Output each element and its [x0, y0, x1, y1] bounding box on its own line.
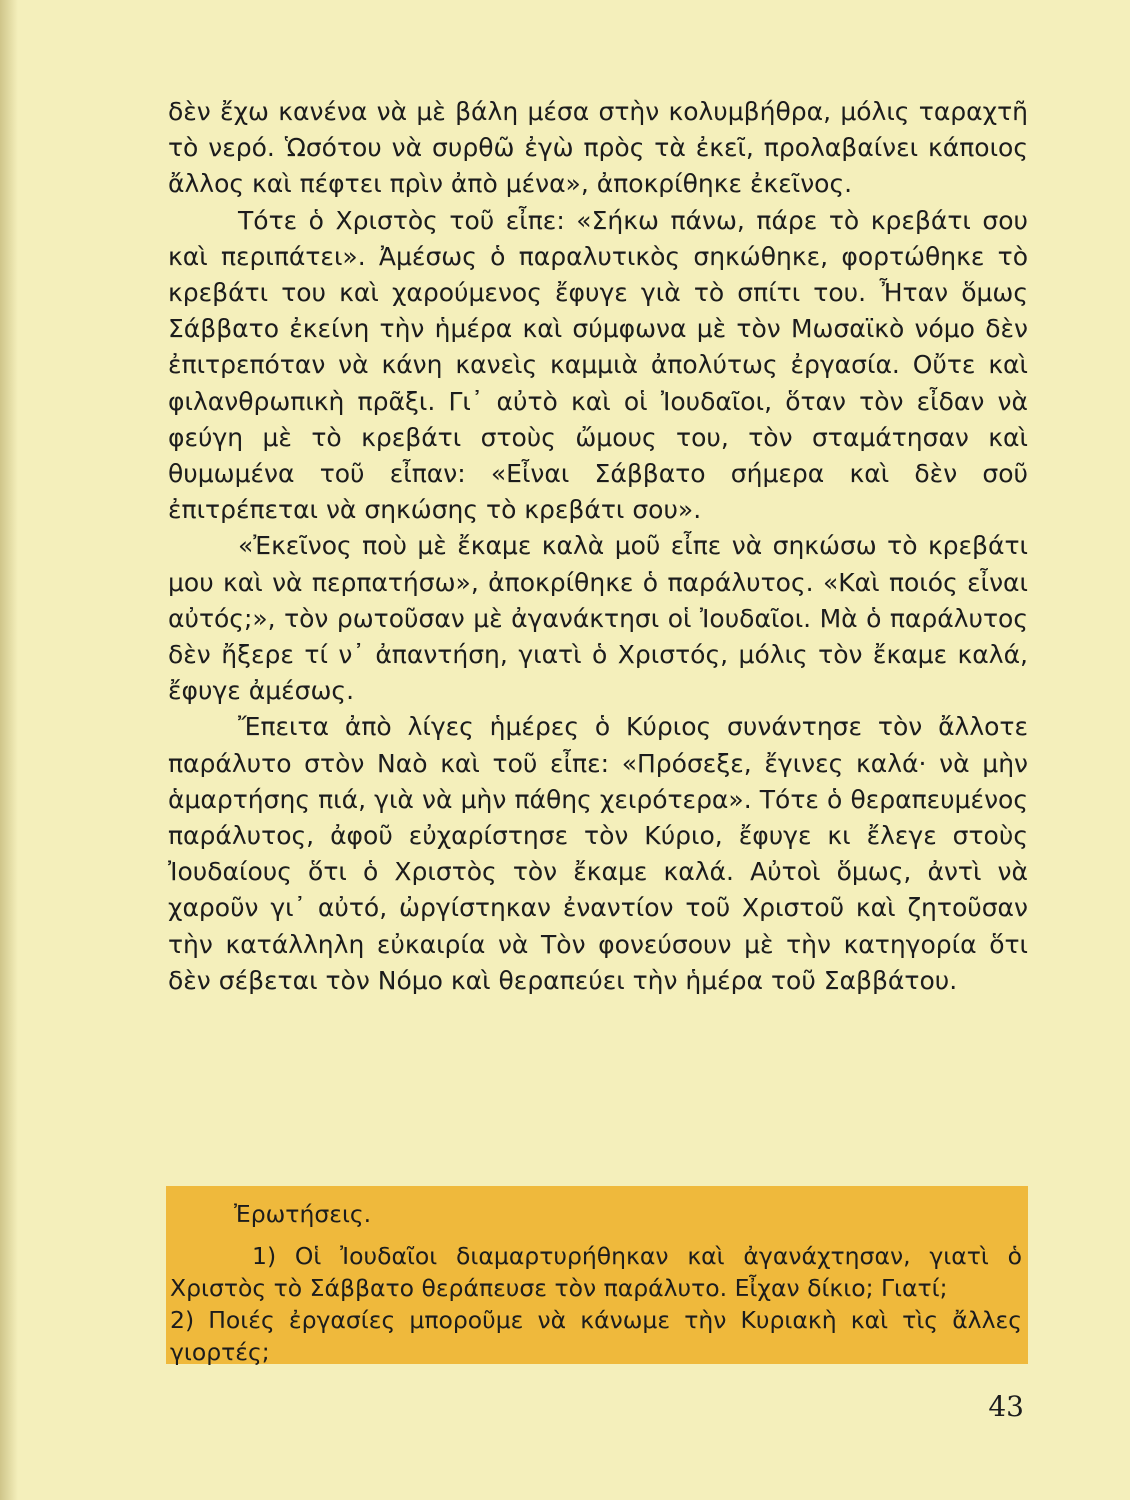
questions-box: [166, 1186, 1028, 1364]
paragraph-3: «Ἐκεῖνος ποὺ μὲ ἔκαμε καλὰ μοῦ εἶπε νὰ σηκώσω τὸ κρεβάτι μου καὶ νὰ περπατήσω», ἀποκρίθηκε ὁ παράλυτος. «Καὶ ποιός εἶναι αὐτός;», τὸν ρωτοῦσαν μὲ ἀγανάκτησι οἱ Ἰουδαῖοι. Μὰ ὁ παράλυτος δὲν ἤξερε τί ν᾽ ἀπαντήση, γιατὶ ὁ Χριστός, μόλις τὸν ἔκαμε καλά, ἔφυγε ἀμέσως.: [168, 531, 1028, 706]
questions-title: Ἐρωτήσεις.: [234, 1200, 372, 1228]
page-number: 43: [988, 1390, 1024, 1423]
question-2: 2) Ποιές ἐργασίες μποροῦμε νὰ κάνωμε τὴν Κυριακὴ καὶ τὶς ἄλλες γιορτές;: [170, 1306, 1022, 1366]
paragraph-1: δὲν ἔχω κανένα νὰ μὲ βάλη μέσα στὴν κολυμβήθρα, μόλις ταραχτῆ τὸ νερό. Ὡσότου νὰ συρθῶ ἐγὼ πρὸς τὰ ἐκεῖ, προλαβαίνει κάποιος ἄλλος καὶ πέφτει πρὶν ἀπὸ μένα», ἀποκρίθηκε ἐκεῖνος.: [168, 97, 1028, 199]
paragraph-4: Ἔπειτα ἀπὸ λίγες ἡμέρες ὁ Κύριος συνάντησε τὸν ἄλλοτε παράλυτο στὸν Ναὸ καὶ τοῦ εἶπε: «Πρόσεξε, ἔγινες καλά· νὰ μὴν ἁμαρτήσης πιά, γιὰ νὰ μὴν πάθης χειρότερα». Τότε ὁ θεραπευμένος παράλυτος, ἀφοῦ εὐχαρίστησε τὸν Κύριο, ἔφυγε κι ἔλεγε στοὺς Ἰουδαίους ὅτι ὁ Χριστὸς τὸν ἔκαμε καλά. Αὐτοὶ ὅμως, ἀντὶ νὰ χαροῦν γι᾽ αὐτό, ὠργίστηκαν ἐναντίον τοῦ Χριστοῦ καὶ ζητοῦσαν τὴν κατάλληλη εὐκαιρία νὰ Τὸν φονεύσουν μὲ τὴν κατηγορία ὅτι δὲν σέβεται τὸν Νόμο καὶ θεραπεύει τὴν ἡμέρα τοῦ Σαββάτου.: [168, 712, 1028, 995]
question-1: 1) Οἱ Ἰουδαῖοι διαμαρτυρήθηκαν καὶ ἀγανάχτησαν, γιατὶ ὁ Χριστὸς τὸ Σάββατο θεράπευσε τὸν παράλυτο. Εἶχαν δίκιο; Γιατί;: [170, 1242, 1022, 1302]
binding-shadow: [0, 0, 18, 1500]
paragraph-2: Τότε ὁ Χριστὸς τοῦ εἶπε: «Σήκω πάνω, πάρε τὸ κρεβάτι σου καὶ περιπάτει». Ἀμέσως ὁ παραλυτικὸς σηκώθηκε, φορτώθηκε τὸ κρεβάτι του καὶ χαρούμενος ἔφυγε γιὰ τὸ σπίτι του. Ἦταν ὅμως Σάββατο ἐκείνη τὴν ἡμέρα καὶ σύμφωνα μὲ τὸν Μωσαϊκὸ νόμο δὲν ἐπιτρεπόταν νὰ κάνη κανεὶς καμμιὰ ἀπολύτως ἐργασία. Οὔτε καὶ φιλανθρωπικὴ πρᾶξι. Γι᾽ αὐτὸ καὶ οἱ Ἰουδαῖοι, ὅταν τὸν εἶδαν νὰ φεύγη μὲ τὸ κρεβάτι στοὺς ὤμους του, τὸν σταμάτησαν καὶ θυμωμένα τοῦ εἶπαν: «Εἶναι Σάββατο σήμερα καὶ δὲν σοῦ ἐπιτρέπεται νὰ σηκώσης τὸ κρεβάτι σου».: [168, 205, 1028, 525]
body-text: [168, 94, 1028, 999]
